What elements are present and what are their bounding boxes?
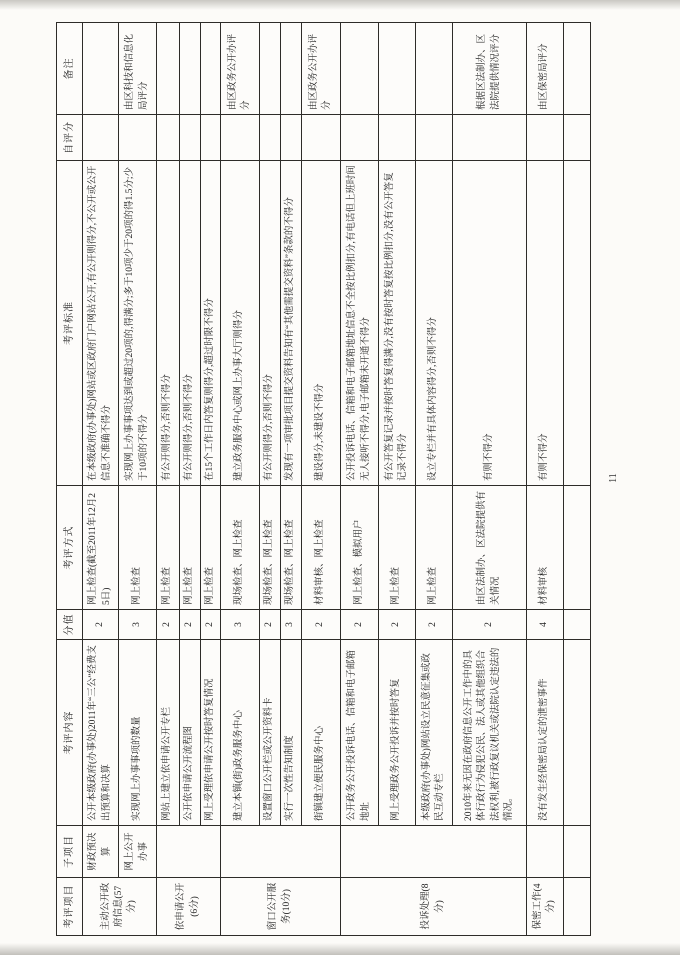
sub-cell-empty xyxy=(527,826,564,878)
note-cell: 由区政务公开办评分 xyxy=(221,23,260,115)
standard-cell: 有则不得分 xyxy=(453,161,527,486)
score-cell: 3 xyxy=(281,610,302,640)
content-cell: 公开本级政府(办事处)2011年“三公”经费支出预算和决算 xyxy=(83,640,119,826)
sub-cell-empty xyxy=(341,826,527,878)
note-cell xyxy=(281,23,302,115)
empty-cell xyxy=(564,23,591,115)
table-row xyxy=(453,23,527,936)
score-cell: 3 xyxy=(221,610,260,640)
note-cell xyxy=(83,23,119,115)
score-cell: 3 xyxy=(119,610,157,640)
sub-cell: 财政预决算 xyxy=(83,826,119,878)
col-header-standard: 考评标准 xyxy=(57,161,83,486)
self-score-cell xyxy=(157,115,180,161)
table-row xyxy=(379,23,416,936)
content-cell: 2010年来无因在政府信息公开工作中的具体行政行为侵犯公民、法人或其他组织合法权利,被行政复议机关或法院认定违法的情况。 xyxy=(453,640,527,826)
content-cell: 网站上建立依申请公开专栏 xyxy=(157,640,180,826)
group-cell-proactive-disclosure: 主动公开政府信息(57分) xyxy=(83,878,157,936)
standard-cell: 在15个工作日内答复则得分,超过时限不得分 xyxy=(201,161,221,486)
empty-cell xyxy=(564,486,591,610)
col-header-method: 考评方式 xyxy=(57,486,83,610)
self-score-cell xyxy=(180,115,201,161)
self-score-cell xyxy=(379,115,416,161)
self-score-cell xyxy=(83,115,119,161)
group-cell-complaint-handling: 投诉处理(8分) xyxy=(341,878,527,936)
standard-cell: 发现有一项审批项目提交资料告知有“其他需提交资料”条款的不得分 xyxy=(281,161,302,486)
self-score-cell xyxy=(453,115,527,161)
col-header-note: 备注 xyxy=(57,23,83,115)
content-cell: 建立本镇(街)政务服务中心 xyxy=(221,640,260,826)
self-score-cell xyxy=(341,115,379,161)
method-cell: 网上检查(截至2011年12月25日) xyxy=(83,486,119,610)
score-cell: 2 xyxy=(302,610,341,640)
method-cell: 材料审核、网上检查 xyxy=(302,486,341,610)
content-cell: 网上受理政务公开投诉并按时答复 xyxy=(379,640,416,826)
standard-cell: 设立专栏并有具体内容得分,否则不得分 xyxy=(416,161,453,486)
empty-cell xyxy=(564,640,591,826)
method-cell: 网上检查 xyxy=(180,486,201,610)
standard-cell: 建设得分,未建设不得分 xyxy=(302,161,341,486)
group-cell-window-service: 窗口公开服务(10分) xyxy=(221,878,341,936)
content-cell: 公开政务公开投诉电话、信箱和电子邮箱地址 xyxy=(341,640,379,826)
score-cell: 2 xyxy=(379,610,416,640)
assessment-table xyxy=(56,22,591,936)
note-cell xyxy=(201,23,221,115)
page-number: 11 xyxy=(608,473,619,483)
group-cell-on-request-disclosure: 依申请公开(6分) xyxy=(157,878,221,936)
empty-cell xyxy=(564,161,591,486)
note-cell xyxy=(180,23,201,115)
sub-cell-empty xyxy=(157,826,221,878)
content-cell: 公开依申请公开流程图 xyxy=(180,640,201,826)
empty-cell xyxy=(564,878,591,936)
note-cell xyxy=(416,23,453,115)
table-row xyxy=(341,23,379,936)
content-cell: 设置窗口公开栏或公开资料卡 xyxy=(260,640,281,826)
col-header-self-score: 自评分 xyxy=(57,115,83,161)
content-cell: 本级政府(办事处)网站设立民意征集或政民互动专栏 xyxy=(416,640,453,826)
score-cell: 2 xyxy=(453,610,527,640)
content-cell: 实行一次性告知制度 xyxy=(281,640,302,826)
method-cell: 网上检查 xyxy=(201,486,221,610)
method-cell: 网上检查、模拟用户 xyxy=(341,486,379,610)
standard-cell: 有公开则得分,否则不得分 xyxy=(180,161,201,486)
method-cell: 网上检查 xyxy=(416,486,453,610)
table-row xyxy=(201,23,221,936)
empty-cell xyxy=(564,115,591,161)
group-cell-confidentiality: 保密工作(4分) xyxy=(527,878,564,936)
method-cell: 网上检查 xyxy=(157,486,180,610)
score-cell: 4 xyxy=(527,610,564,640)
score-cell: 2 xyxy=(157,610,180,640)
empty-row xyxy=(564,23,591,936)
standard-cell: 建立政务服务中心或网上办事大厅则得分 xyxy=(221,161,260,486)
standard-cell: 有公开则得分,否则不得分 xyxy=(260,161,281,486)
content-cell: 实现网上办事事项的数量 xyxy=(119,640,157,826)
note-cell: 由区科技和信息化局评分 xyxy=(119,23,157,115)
method-cell: 现场检查、网上检查 xyxy=(281,486,302,610)
score-cell: 2 xyxy=(83,610,119,640)
sub-cell-empty xyxy=(221,826,341,878)
method-cell: 网上检查 xyxy=(119,486,157,610)
self-score-cell xyxy=(119,115,157,161)
self-score-cell xyxy=(302,115,341,161)
content-cell: 网上受理依申请公开按时答复情况 xyxy=(201,640,221,826)
col-header-content: 考评内容 xyxy=(57,640,83,826)
col-header-score: 分值 xyxy=(57,610,83,640)
standard-cell: 有则不得分 xyxy=(527,161,564,486)
method-cell: 由区法制办、区法院提供有关情况 xyxy=(453,486,527,610)
score-cell: 2 xyxy=(341,610,379,640)
self-score-cell xyxy=(221,115,260,161)
table-row xyxy=(527,23,564,936)
empty-cell xyxy=(564,610,591,640)
sub-cell: 网上公开办事 xyxy=(119,826,157,878)
table-row xyxy=(281,23,302,936)
note-cell xyxy=(379,23,416,115)
method-cell: 材料审核 xyxy=(527,486,564,610)
score-cell: 2 xyxy=(201,610,221,640)
score-cell: 2 xyxy=(416,610,453,640)
standard-cell: 有公开则得分,否则不得分 xyxy=(157,161,180,486)
standard-cell: 在本级政府(办事处)网站或区政府门户网站公开,有公开则得分,不公开或公开信息不准确不得分 xyxy=(83,161,119,486)
table-row xyxy=(221,23,260,936)
method-cell: 现场检查、网上检查 xyxy=(221,486,260,610)
note-cell xyxy=(260,23,281,115)
empty-cell xyxy=(564,826,591,878)
note-cell xyxy=(341,23,379,115)
note-cell: 由区保密局评分 xyxy=(527,23,564,115)
col-header-sub: 子项目 xyxy=(57,826,83,878)
standard-cell: 实现网上办事事项达到或超过20项的,得满分;多于10项少于20项的得1.5分;少于10项的不得分 xyxy=(119,161,157,486)
content-cell: 街镇建立便民服务中心 xyxy=(302,640,341,826)
score-cell: 2 xyxy=(180,610,201,640)
self-score-cell xyxy=(416,115,453,161)
method-cell: 现场检查、网上检查 xyxy=(260,486,281,610)
table-row xyxy=(260,23,281,936)
method-cell: 网上检查 xyxy=(379,486,416,610)
standard-cell: 公开投诉电话、信箱和电子邮箱地址信息不全按比例扣分,有电话但上班时间无人接听不得分,电子邮箱未开通不得分 xyxy=(341,161,379,486)
note-cell xyxy=(157,23,180,115)
standard-cell: 有公开答复记录并按时答复得满分,没有按时答复按比例扣分,没有公开答复记录不得分 xyxy=(379,161,416,486)
content-cell: 没有发生经保密局认定的泄密事件 xyxy=(527,640,564,826)
header-row xyxy=(57,23,83,936)
table-row xyxy=(180,23,201,936)
table-row xyxy=(83,23,119,936)
table-row xyxy=(119,23,157,936)
table-row xyxy=(157,23,180,936)
score-cell: 2 xyxy=(260,610,281,640)
self-score-cell xyxy=(201,115,221,161)
rotated-table-layer xyxy=(56,20,656,936)
table-row xyxy=(416,23,453,936)
note-cell: 根据区法制办、区法院提供情况评分 xyxy=(453,23,527,115)
self-score-cell xyxy=(260,115,281,161)
self-score-cell xyxy=(281,115,302,161)
table-row xyxy=(302,23,341,936)
self-score-cell xyxy=(527,115,564,161)
col-header-project: 考评项目 xyxy=(57,878,83,936)
note-cell: 由区政务公开办评分 xyxy=(302,23,341,115)
